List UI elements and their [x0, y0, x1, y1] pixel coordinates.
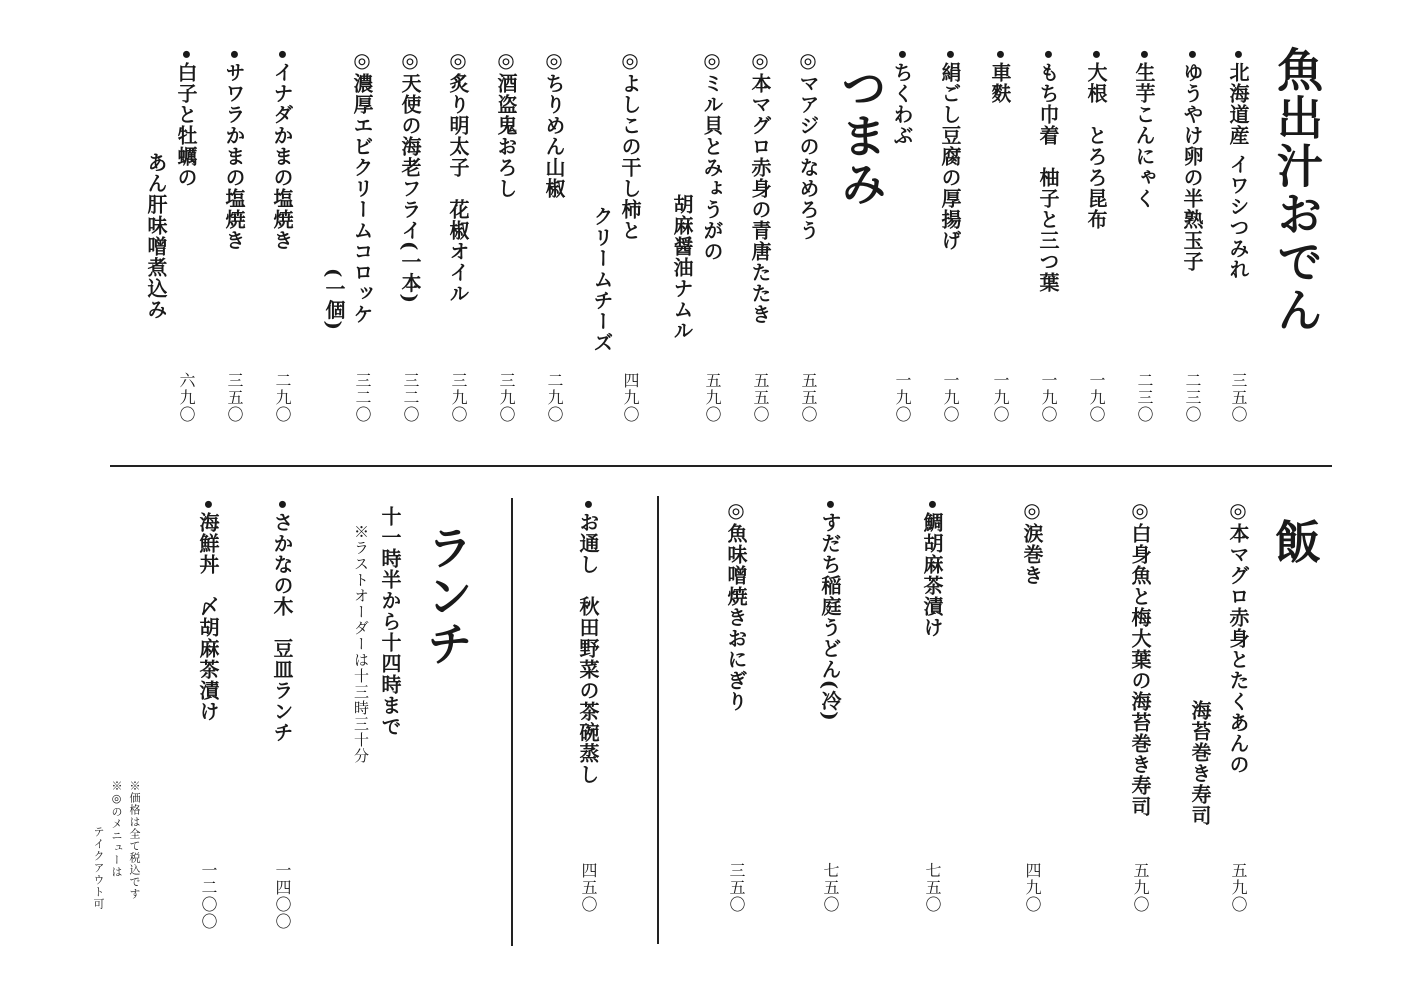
- tsumami-item-3: ◎ミル貝とみょうがの: [700, 48, 724, 262]
- meshi-item-4: •鯛胡麻茶漬け: [920, 498, 944, 638]
- oden-item-7: •絹ごし豆腐の厚揚げ: [938, 48, 962, 251]
- tsumami-item-8: ◎天使の海老フライ(一本): [398, 48, 422, 304]
- oden-item-8: •ちくわぶ: [890, 48, 914, 146]
- tsumami-item-4: ◎よしこの干し柿と: [618, 48, 642, 241]
- oden-item-4: •大根 とろろ昆布: [1084, 48, 1108, 230]
- meshi-item-2: ◎白身魚と梅大葉の海苔巻き寿司: [1128, 498, 1152, 817]
- meshi-price-3: 四九〇: [1023, 862, 1042, 913]
- oden-price-1: 三五〇: [1229, 372, 1248, 423]
- vertical-divider-right: [657, 496, 659, 944]
- tsumami-item-1: ◎マアジのなめろう: [796, 48, 820, 241]
- tsumami-item-3-line2: 胡麻醤油ナムル: [670, 194, 694, 341]
- tsumami-item-6: ◎酒盗鬼おろし: [494, 48, 518, 199]
- oden-price-7: 一九〇: [941, 372, 960, 423]
- tsumami-item-11: •サワラかまの塩焼き: [222, 48, 246, 251]
- meshi-title: 飯: [1268, 518, 1322, 566]
- tsumami-item-9: ◎濃厚エビクリームコロッケ: [350, 48, 374, 325]
- tsumami-item-12-line2: あん肝味噌煮込み: [144, 152, 168, 320]
- tsumami-item-10: •イナダかまの塩焼き: [270, 48, 294, 251]
- otoshi-item: •お通し 秋田野菜の茶碗蒸し: [576, 498, 600, 785]
- oden-item-6: •車麩: [988, 48, 1012, 104]
- meshi-price-4: 七五〇: [923, 862, 942, 913]
- oden-price-3: 二三〇: [1135, 372, 1154, 423]
- tsumami-item-5: ◎ちりめん山椒: [542, 48, 566, 199]
- oden-price-2: 二三〇: [1183, 372, 1202, 423]
- lunch-item-1: •さかなの木 豆皿ランチ: [270, 498, 294, 743]
- vertical-divider-left: [511, 498, 513, 946]
- tsumami-item-12: •白子と牡蠣の: [174, 48, 198, 188]
- tsumami-price-6: 三九〇: [497, 372, 516, 423]
- tsumami-price-2: 五五〇: [751, 372, 770, 423]
- footnote-tax: ※価格は全て税込です: [128, 780, 141, 900]
- lunch-time: 十一時半から十四時まで: [378, 506, 402, 737]
- horizontal-divider: [110, 465, 1332, 467]
- meshi-item-3: ◎涙巻き: [1020, 498, 1044, 586]
- meshi-item-5: •すだち稲庭うどん(冷): [818, 498, 842, 722]
- footnote-takeout-1: ※◎のメニューは: [110, 780, 123, 878]
- tsumami-price-3: 五九〇: [703, 372, 722, 423]
- lunch-last-order-note: ※ラストオーダーは十三時三十分: [352, 524, 370, 764]
- oden-price-4: 一九〇: [1087, 372, 1106, 423]
- meshi-price-1: 五九〇: [1229, 862, 1248, 913]
- tsumami-title: つまみ: [834, 64, 888, 208]
- oden-price-5: 一九〇: [1039, 372, 1058, 423]
- tsumami-price-7: 三九〇: [449, 372, 468, 423]
- lunch-price-2: 一二〇〇: [199, 862, 218, 930]
- tsumami-price-10: 二九〇: [273, 372, 292, 423]
- oden-title: 魚出汁おでん: [1270, 46, 1324, 334]
- lunch-title: ランチ: [420, 524, 474, 668]
- meshi-price-6: 三五〇: [727, 862, 746, 913]
- lunch-price-1: 一四〇〇: [273, 862, 292, 930]
- tsumami-item-9-line2: (一個): [322, 268, 346, 331]
- oden-price-6: 一九〇: [991, 372, 1010, 423]
- oden-price-8: 一九〇: [893, 372, 912, 423]
- meshi-price-5: 七五〇: [821, 862, 840, 913]
- oden-item-2: •ゆうやけ卵の半熟玉子: [1180, 48, 1204, 272]
- tsumami-price-4: 四九〇: [621, 372, 640, 423]
- footnote-takeout-2: テイクアウト可: [92, 826, 105, 910]
- meshi-item-1: ◎本マグロ赤身とたくあんの: [1226, 498, 1250, 775]
- tsumami-price-11: 三五〇: [225, 372, 244, 423]
- tsumami-price-8: 三二〇: [401, 372, 420, 423]
- lunch-item-2: •海鮮丼 〆胡麻茶漬け: [196, 498, 220, 722]
- oden-item-5: •もち巾着 柚子と三つ葉: [1036, 48, 1060, 293]
- meshi-item-6: ◎魚味噌焼きおにぎり: [724, 498, 748, 712]
- tsumami-item-4-line2: クリームチーズ: [590, 206, 614, 353]
- oden-item-1: •北海道産 イワシつみれ: [1226, 48, 1250, 280]
- meshi-price-2: 五九〇: [1131, 862, 1150, 913]
- oden-item-3: •生芋こんにゃく: [1132, 48, 1156, 209]
- meshi-item-1-line2: 海苔巻き寿司: [1188, 700, 1212, 826]
- tsumami-item-7: ◎炙り明太子 花椒オイル: [446, 48, 470, 304]
- tsumami-price-1: 五五〇: [799, 372, 818, 423]
- tsumami-price-5: 二九〇: [545, 372, 564, 423]
- tsumami-price-12: 六九〇: [177, 372, 196, 423]
- otoshi-price: 四五〇: [579, 862, 598, 913]
- tsumami-item-2: ◎本マグロ赤身の青唐たたき: [748, 48, 772, 325]
- tsumami-price-9: 三二〇: [353, 372, 372, 423]
